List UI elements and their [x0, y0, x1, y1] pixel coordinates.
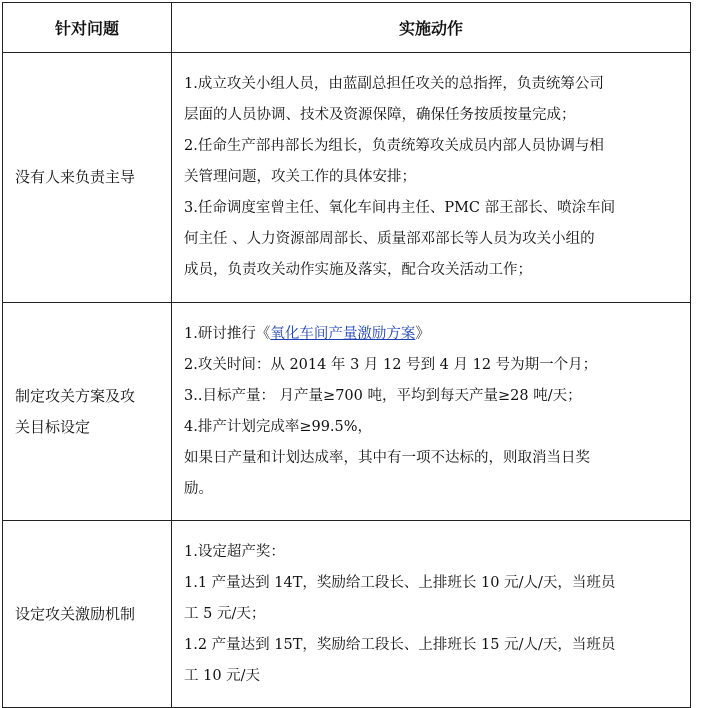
- action-line: 1.1 产量达到 14T，奖励给工段长、上排班长 10 元/人/天，当班员: [184, 574, 616, 591]
- issue-cell: [3, 521, 172, 708]
- issue-cell: [3, 53, 172, 303]
- action-line: 1.2 产量达到 15T，奖励给工段长、上排班长 15 元/人/天，当班员: [184, 636, 616, 653]
- action-line: 工 10 元/天: [184, 667, 261, 684]
- action-table: [2, 2, 691, 708]
- header-issue: 针对问题: [3, 3, 172, 53]
- action-line: 1.设定超产奖：: [184, 543, 285, 560]
- action-line: 4.排产计划完成率≥99.5%，: [184, 418, 373, 435]
- action-line: [184, 319, 678, 350]
- incentive-plan-link[interactable]: 氧化车间产量激励方案: [270, 325, 416, 342]
- header-row: [3, 3, 691, 53]
- header-action: 实施动作: [172, 3, 691, 53]
- table-row: [3, 53, 691, 303]
- issue-cell: [3, 303, 172, 521]
- issue-text: 关目标设定: [15, 417, 91, 436]
- action-line: 成员，负责攻关动作实施及落实，配合攻关活动工作；: [184, 262, 532, 278]
- action-line: 2.任命生产部冉部长为组长，负责统筹攻关成员内部人员协调与相: [184, 138, 604, 154]
- action-line: 关管理问题，攻关工作的具体安排；: [184, 169, 416, 185]
- action-line: 励。: [184, 480, 213, 497]
- issue-text: 设定攻关激励机制: [15, 604, 136, 623]
- issue-text: 制定攻关方案及攻: [15, 386, 136, 405]
- action-line: 工 5 元/天；: [184, 605, 266, 622]
- action-line: 如果日产量和计划达成率，其中有一项不达标的，则取消当日奖: [184, 449, 590, 466]
- action-cell: [172, 53, 691, 303]
- issue-text: 没有人来负责主导: [15, 168, 136, 186]
- action-line: 何主任 、人力资源部周部长、质量部邓部长等人员为攻关小组的: [184, 231, 595, 247]
- action-suffix: 》: [415, 325, 430, 342]
- action-line: 层面的人员协调、技术及资源保障，确保任务按质按量完成；: [184, 107, 576, 123]
- action-cell: [172, 303, 691, 521]
- action-line: 3.任命调度室曾主任、氧化车间冉主任、PMC 部王部长、喷涂车间: [184, 200, 616, 216]
- action-prefix: 1.研讨推行《: [184, 325, 271, 342]
- table-row: [3, 521, 691, 708]
- action-cell: [172, 521, 691, 708]
- table-row: [3, 303, 691, 521]
- action-line: 2.攻关时间：从 2014 年 3 月 12 号到 4 月 12 号为期一个月；: [184, 356, 598, 373]
- action-line: 3..目标产量： 月产量≥700 吨，平均到每天产量≥28 吨/天；: [184, 387, 582, 404]
- action-line: 1.成立攻关小组人员，由蓝副总担任攻关的总指挥，负责统筹公司: [184, 76, 604, 92]
